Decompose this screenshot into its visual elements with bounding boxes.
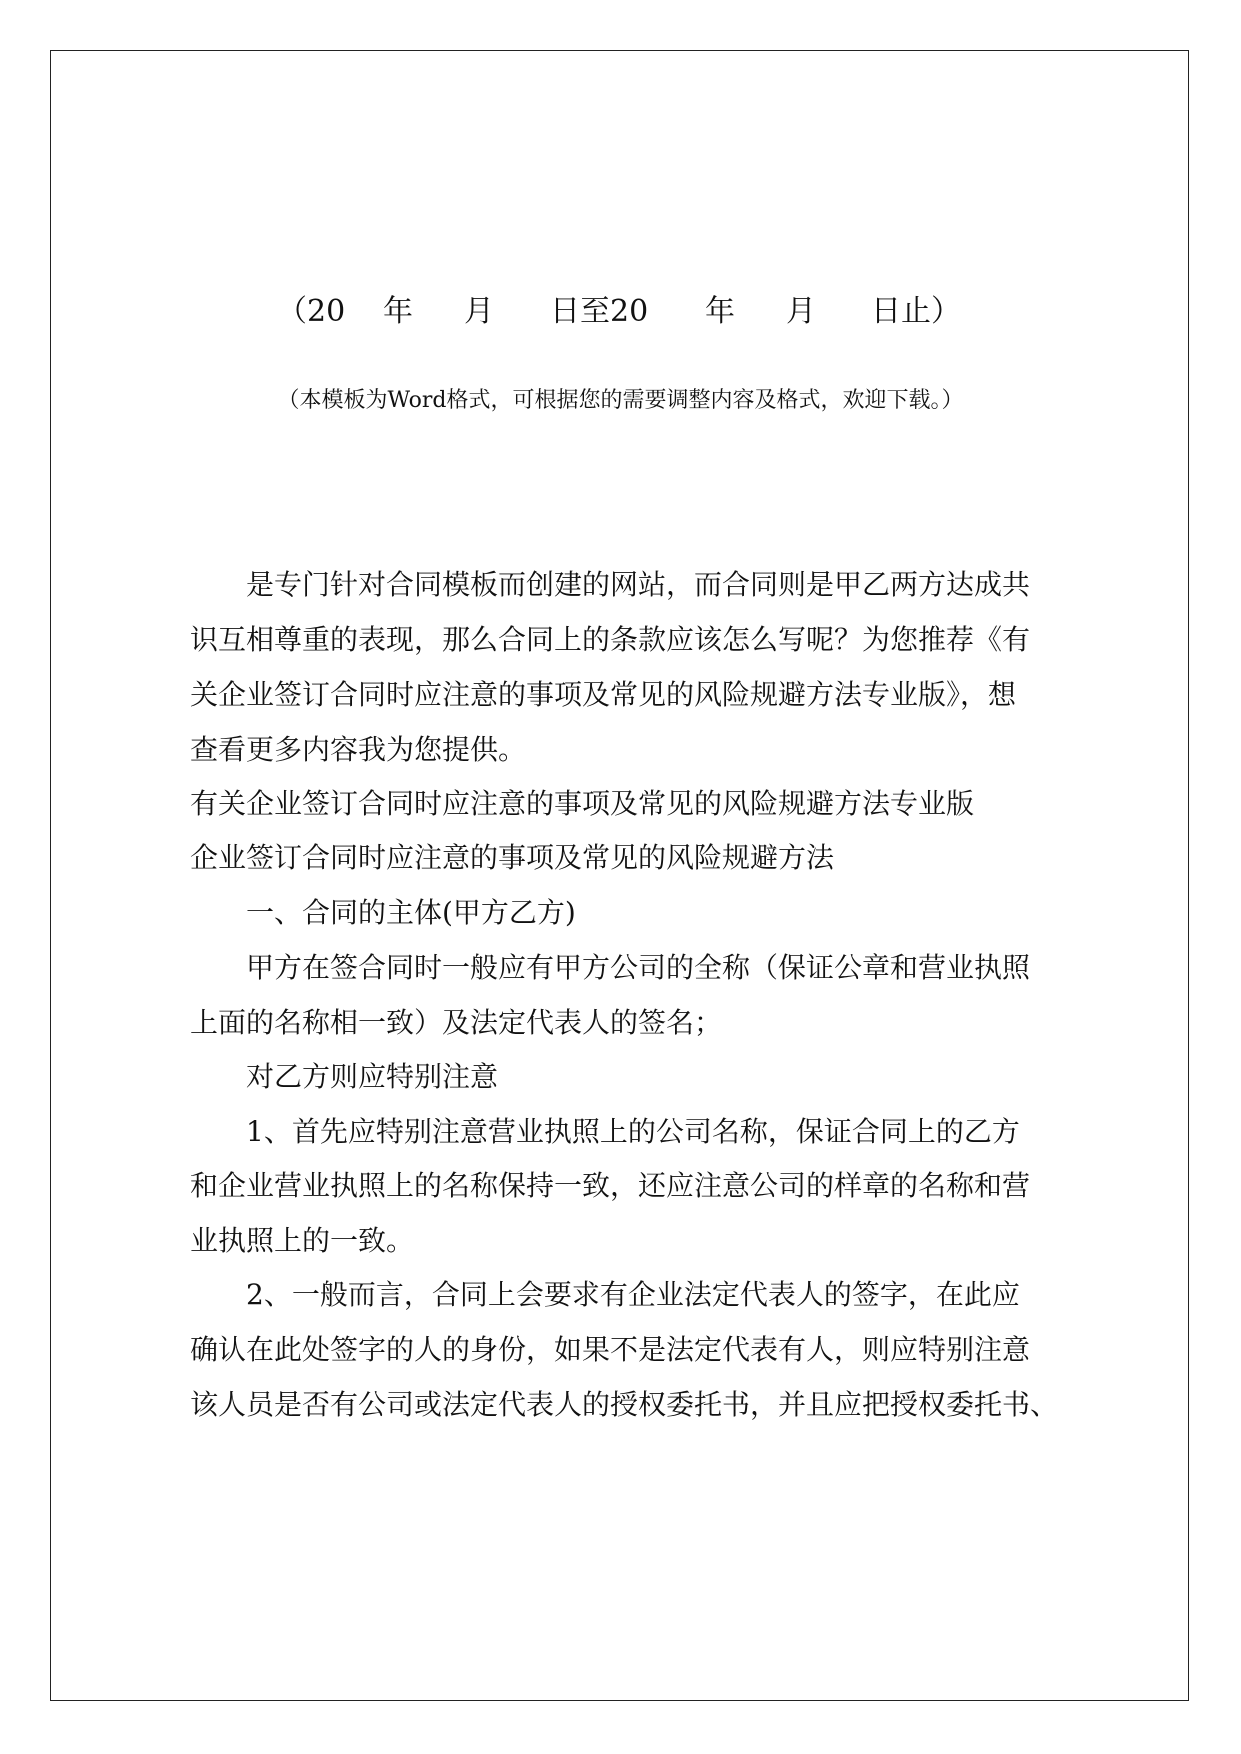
date-part-day-to-year: 日至20 <box>550 294 649 329</box>
date-range-line <box>0 292 1241 332</box>
body-line: 有关企业签订合同时应注意的事项及常见的风险规避方法专业版 <box>190 787 975 820</box>
body-line: 查看更多内容我为您提供。 <box>190 733 527 766</box>
body-line: 上面的名称相一致）及法定代表人的签名； <box>190 1006 723 1039</box>
date-part-month-label-2: 月 <box>786 294 816 329</box>
body-line: 该人员是否有公司或法定代表人的授权委托书，并且应把授权委托书、 <box>190 1388 1059 1421</box>
body-line: 业执照上的一致。 <box>190 1224 415 1257</box>
date-part-year-label-2: 年 <box>705 294 735 329</box>
date-part-year-label: 年 <box>383 294 413 329</box>
date-part-month-label: 月 <box>464 294 494 329</box>
section-heading: 一、合同的主体(甲方乙方) <box>246 896 576 929</box>
template-subtitle: （本模板为Word格式，可根据您的需要调整内容及格式，欢迎下载。） <box>277 388 964 413</box>
date-part-day-close: 日止） <box>871 294 961 329</box>
body-line: 确认在此处签字的人的身份，如果不是法定代表有人，则应特别注意 <box>190 1333 1031 1366</box>
body-line: 是专门针对合同模板而创建的网站，而合同则是甲乙两方达成共 <box>246 568 1031 601</box>
body-line: 对乙方则应特别注意 <box>246 1060 499 1093</box>
body-line: 甲方在签合同时一般应有甲方公司的全称（保证公章和营业执照 <box>246 951 1031 984</box>
body-line: 和企业营业执照上的名称保持一致，还应注意公司的样章的名称和营 <box>190 1169 1031 1202</box>
body-line: 1、首先应特别注意营业执照上的公司名称，保证合同上的乙方 <box>246 1115 1020 1148</box>
date-part-open-year: （20 <box>277 294 346 329</box>
body-line: 2、一般而言，合同上会要求有企业法定代表人的签字，在此应 <box>246 1278 1020 1311</box>
body-line: 企业签订合同时应注意的事项及常见的风险规避方法 <box>190 841 835 874</box>
body-line: 关企业签订合同时应注意的事项及常见的风险规避方法专业版》，想 <box>190 678 1017 711</box>
body-line: 识互相尊重的表现，那么合同上的条款应该怎么写呢？为您推荐《有 <box>190 623 1031 656</box>
